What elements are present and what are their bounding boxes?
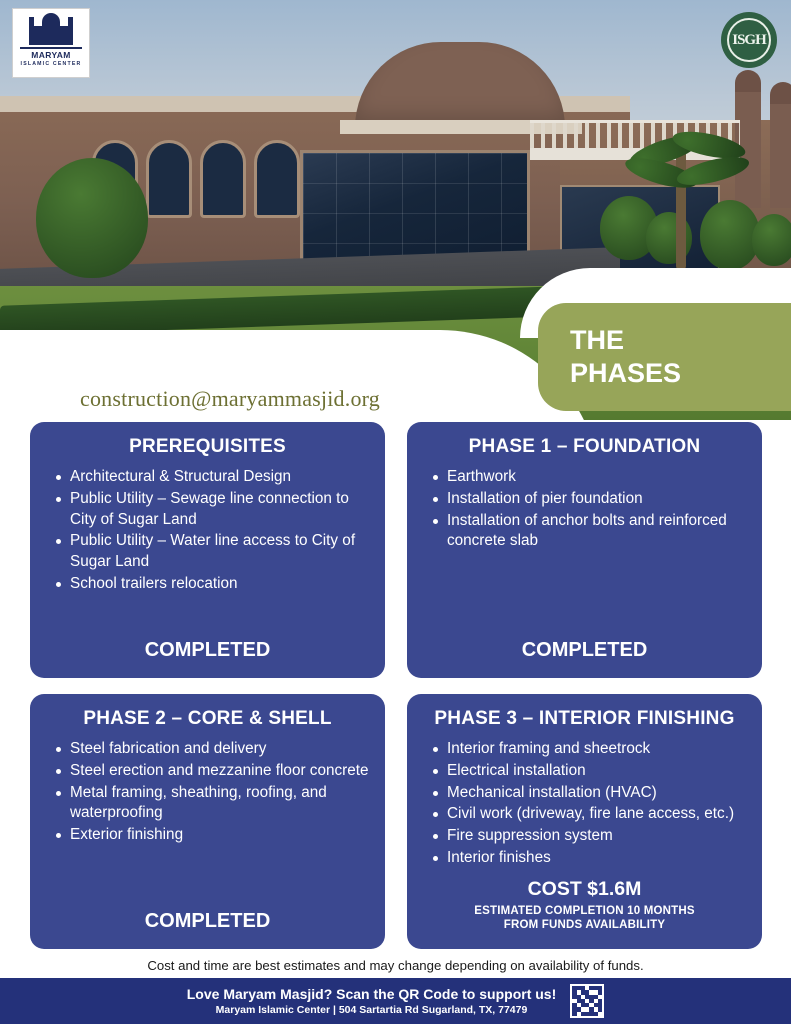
cost-note-line-2: FROM FUNDS AVAILABILITY <box>503 919 666 932</box>
list-item: Installation of anchor bolts and reinforced concrete slab <box>429 511 746 553</box>
card-item-list <box>52 467 369 596</box>
logo-divider <box>20 47 82 49</box>
arch-window-4 <box>254 140 300 218</box>
card-phase-1-foundation <box>407 422 762 678</box>
qr-code-icon[interactable] <box>570 984 604 1018</box>
minaret-right-cap <box>770 82 791 104</box>
disclaimer-text: Cost and time are best estimates and may change depending on availability of funds. <box>147 958 644 973</box>
list-item: Civil work (driveway, fire lane access, etc.) <box>429 804 746 825</box>
list-item: Mechanical installation (HVAC) <box>429 783 746 804</box>
card-title: PHASE 2 – CORE & SHELL <box>83 708 332 729</box>
banner-heading <box>570 324 681 390</box>
list-item: Exterior finishing <box>52 825 369 846</box>
tree-left <box>36 158 148 278</box>
list-item: Steel fabrication and delivery <box>52 739 369 760</box>
cost-block <box>423 870 746 933</box>
the-phases-banner <box>538 303 791 411</box>
card-prerequisites <box>30 422 385 678</box>
status-badge: COMPLETED <box>144 909 271 932</box>
list-item: Earthwork <box>429 467 746 488</box>
list-item: Architectural & Structural Design <box>52 467 369 488</box>
list-item: Steel erection and mezzanine floor concrete <box>52 761 369 782</box>
card-phase-3-interior-finishing <box>407 694 762 949</box>
cost-note-line-1: ESTIMATED COMPLETION 10 MONTHS <box>474 904 695 917</box>
card-phase-2-core-shell <box>30 694 385 949</box>
list-item: Fire suppression system <box>429 826 746 847</box>
shrub-4 <box>752 214 791 266</box>
logo-title: MARYAM <box>31 49 71 60</box>
minaret-left-cap <box>735 70 761 92</box>
list-item: Public Utility – Water line access to City of Sugar Land <box>52 531 369 573</box>
cost-note <box>423 904 746 933</box>
cost-amount: COST $1.6M <box>527 877 642 900</box>
list-item: Metal framing, sheathing, roofing, and waterproofing <box>52 783 369 825</box>
footer-address: Maryam Islamic Center | 504 Sartartia Rd Sugarland, TX, 77479 <box>215 1004 528 1016</box>
list-item: Electrical installation <box>429 761 746 782</box>
card-title: PHASE 1 – FOUNDATION <box>468 436 701 457</box>
arch-window-2 <box>146 140 192 218</box>
status-badge: COMPLETED <box>144 639 271 661</box>
footer-text <box>187 986 557 1016</box>
card-item-list <box>429 467 746 553</box>
maryam-islamic-center-logo <box>12 8 90 78</box>
banner-line-2: PHASES <box>570 358 682 388</box>
card-item-list <box>52 739 369 847</box>
list-item: Installation of pier foundation <box>429 489 746 510</box>
isgh-logo-text: ISGH <box>727 18 771 62</box>
footer-bar <box>0 978 791 1024</box>
list-item: Public Utility – Sewage line connection to City of Sugar Land <box>52 489 369 531</box>
minaret-right <box>770 100 791 208</box>
footer-call-to-action: Love Maryam Masjid? Scan the QR Code to support us! <box>186 986 557 1002</box>
status-badge: COMPLETED <box>521 639 648 661</box>
banner-line-1: THE <box>570 325 624 356</box>
phase-cards-grid <box>0 422 791 949</box>
logo-subtitle: ISLAMIC CENTER <box>20 61 82 67</box>
arch-window-3 <box>200 140 246 218</box>
shrub-3 <box>700 200 760 270</box>
list-item: Interior finishes <box>429 848 746 869</box>
list-item: Interior framing and sheetrock <box>429 739 746 760</box>
mosque-icon <box>29 13 73 45</box>
card-title: PHASE 3 – INTERIOR FINISHING <box>434 708 735 729</box>
card-item-list <box>429 739 746 870</box>
list-item: School trailers relocation <box>52 574 369 595</box>
isgh-logo <box>721 12 777 68</box>
contact-email[interactable]: construction@maryammasjid.org <box>80 386 380 411</box>
card-title: PREREQUISITES <box>129 436 286 457</box>
